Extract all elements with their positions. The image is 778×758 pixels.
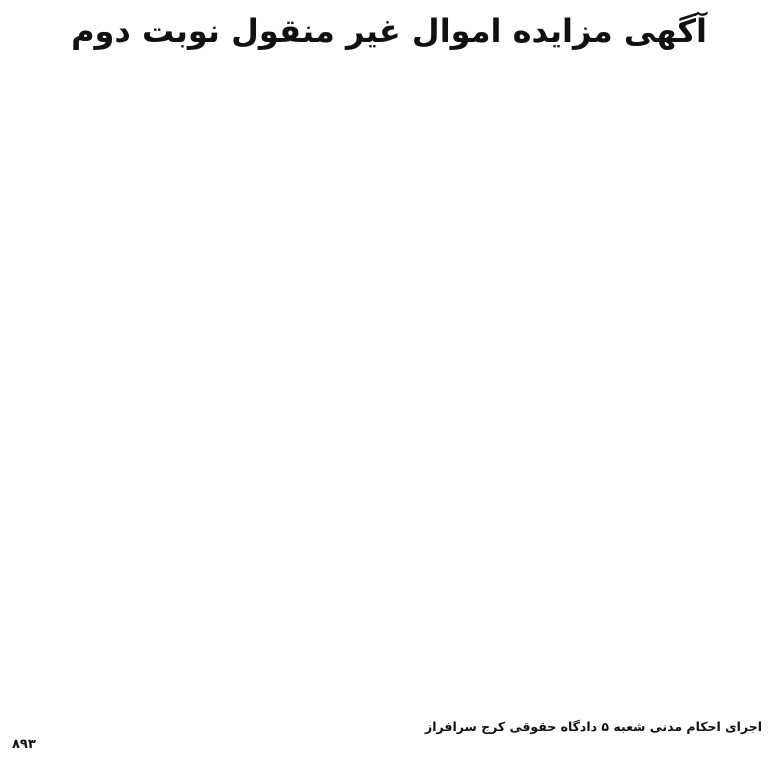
notice-signature: اجرای احکام مدنی شعبه ۵ دادگاه حقوقی کرج سرافراز [425, 719, 762, 734]
notice-body [14, 64, 764, 674]
notice-code: ۸۹۳ [12, 737, 36, 752]
notice-title: آگهی مزایده اموال غیر منقول نوبت دوم [71, 12, 707, 50]
